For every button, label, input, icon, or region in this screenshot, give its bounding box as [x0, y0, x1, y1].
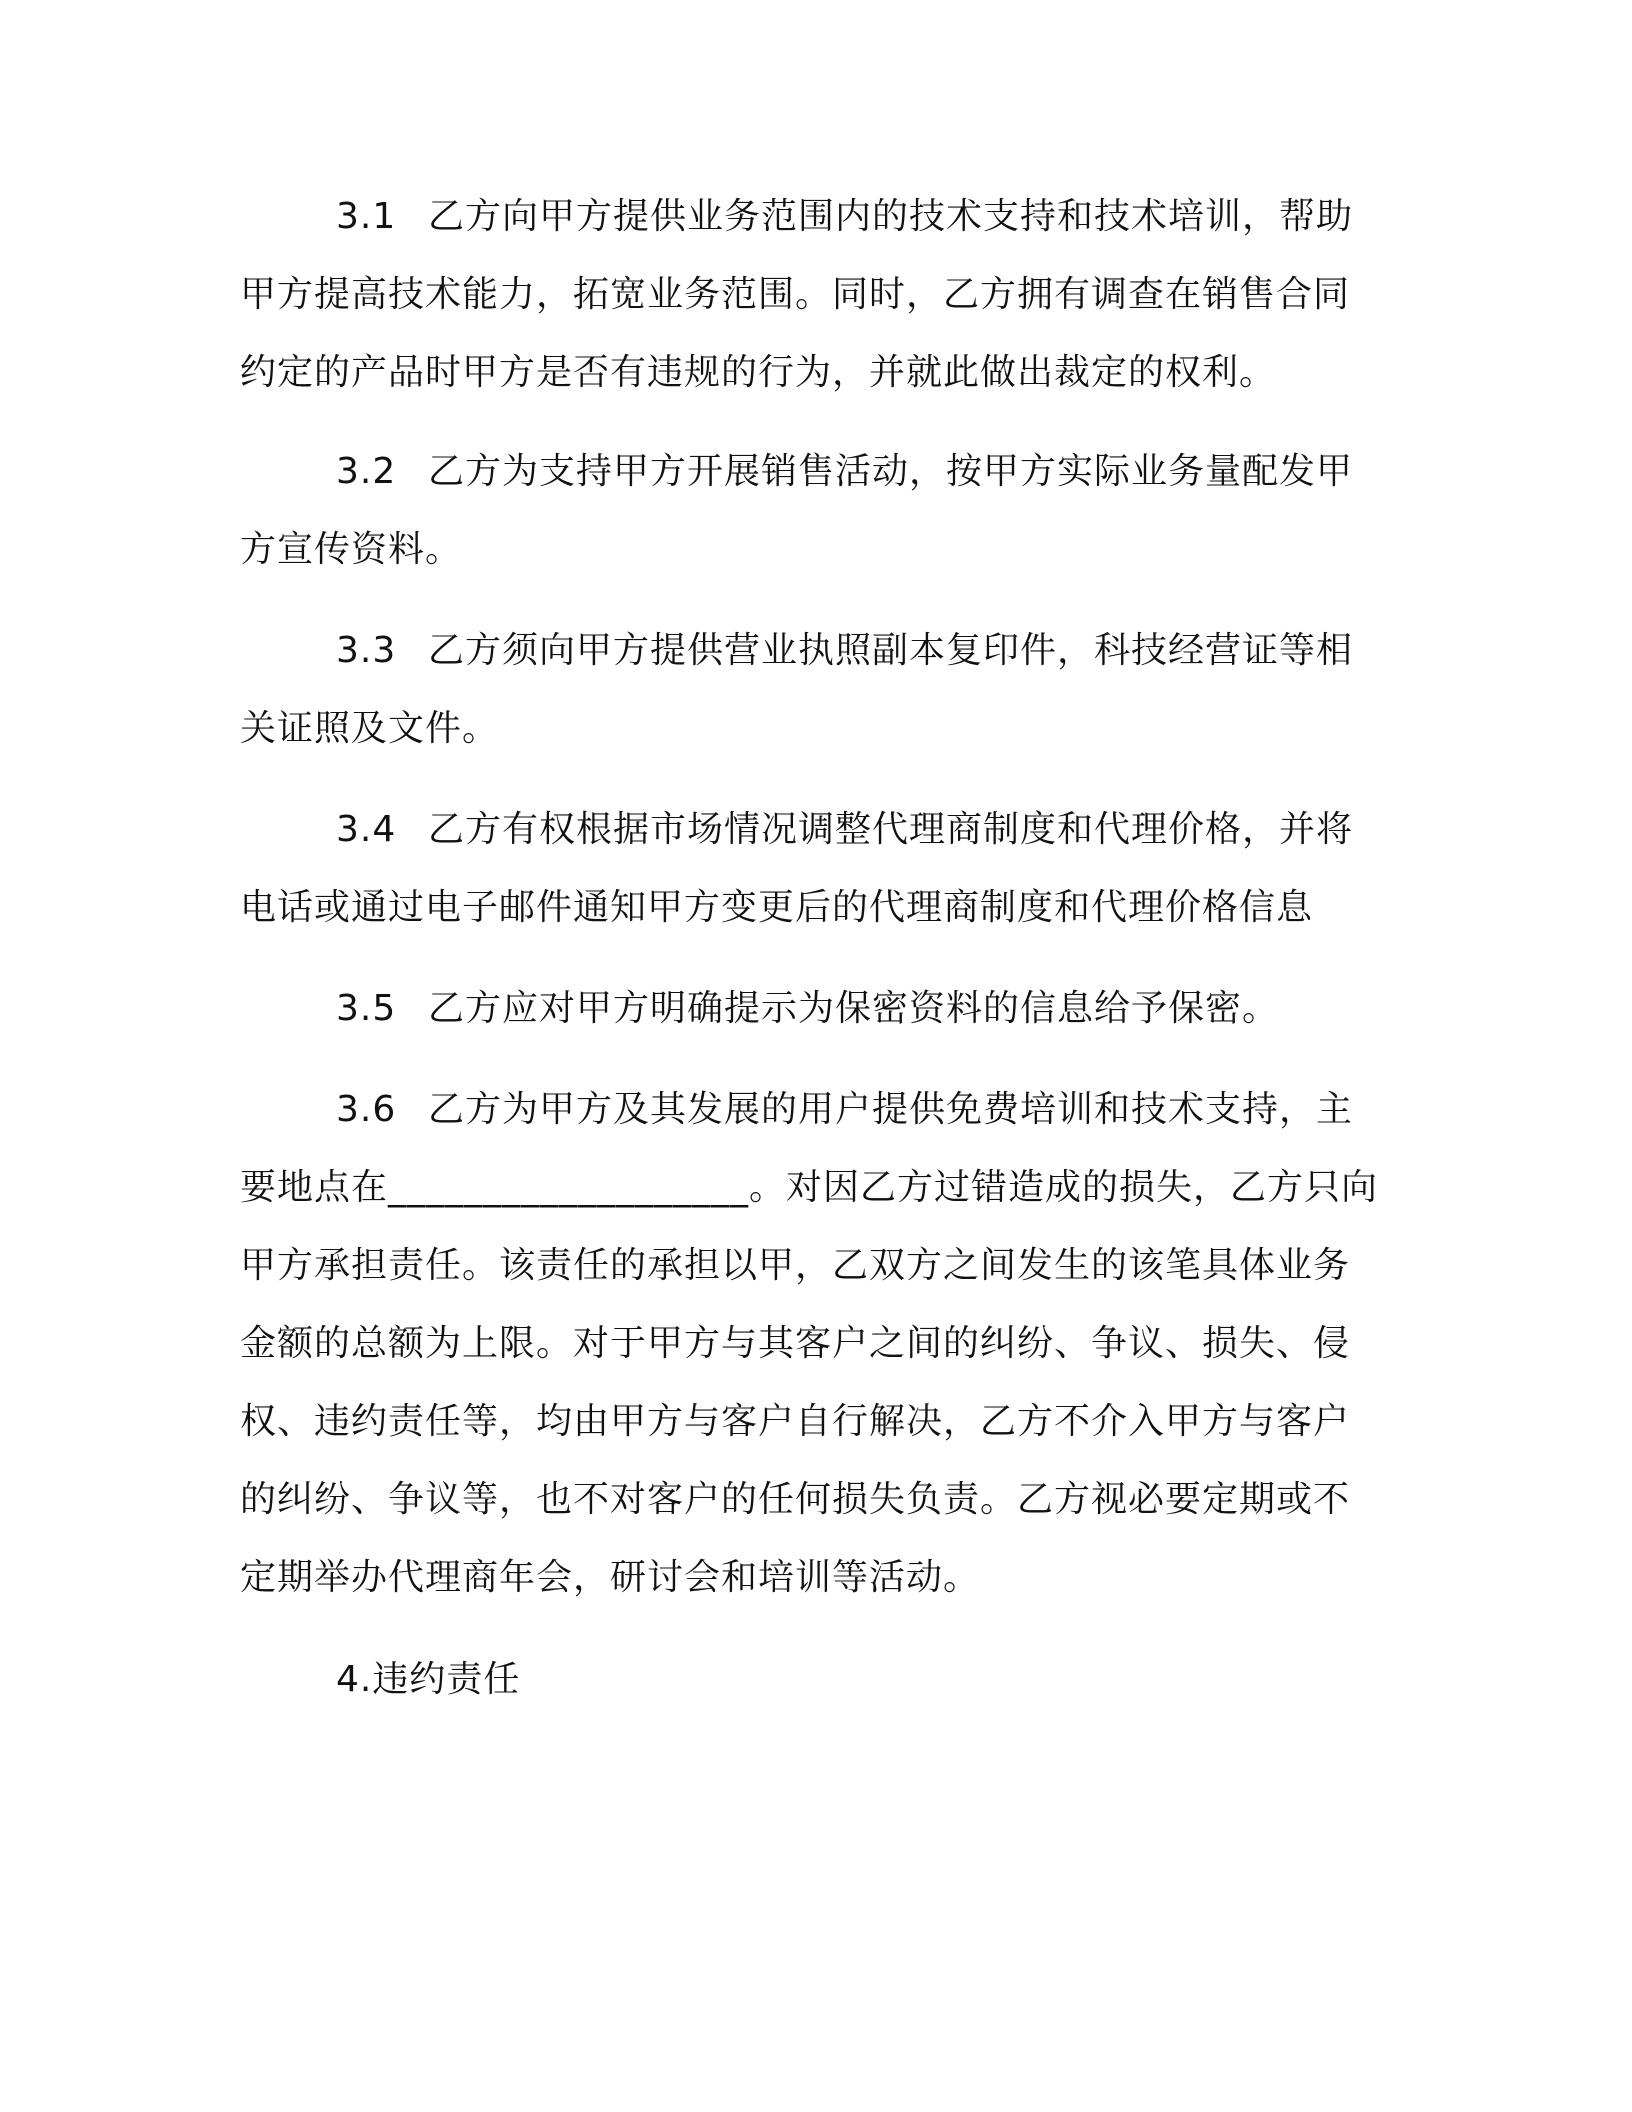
clause-line	[240, 433, 1380, 511]
clause-text: 乙方应对甲方明确提示为保密资料的信息给予保密。	[428, 988, 1280, 1029]
clause-line	[240, 612, 1380, 690]
clause-line	[240, 178, 1380, 256]
clause-line: 定期举办代理商年会，研讨会和培训等活动。	[240, 1557, 981, 1598]
clause-3-3	[240, 612, 1380, 768]
clause-3-5	[240, 970, 1380, 1048]
clause-text: 乙方为支持甲方开展销售活动，按甲方实际业务量配发甲	[428, 451, 1354, 492]
clause-number: 3.3	[336, 630, 397, 671]
clause-text: 乙方须向甲方提供营业执照副本复印件，科技经营证等相	[428, 630, 1354, 671]
clause-3-4	[240, 791, 1380, 947]
clause-line: 甲方提高技术能力，拓宽业务范围。同时，乙方拥有调查在销售合同	[240, 274, 1351, 315]
clause-line: 要地点在___________________。对因乙方过错造成的损失，乙方只向	[240, 1167, 1379, 1208]
clause-number: 3.5	[336, 988, 397, 1029]
clause-number: 3.6	[336, 1089, 397, 1130]
clause-line	[240, 791, 1380, 869]
clause-line: 关证照及文件。	[240, 708, 500, 749]
clause-number: 3.1	[336, 196, 397, 237]
section-heading-block	[240, 1641, 1380, 1719]
clause-line: 的纠纷、争议等，也不对客户的任何损失负责。乙方视必要定期或不	[240, 1479, 1351, 1520]
clause-line: 约定的产品时甲方是否有违规的行为，并就此做出裁定的权利。	[240, 352, 1277, 393]
clause-line: 金额的总额为上限。对于甲方与其客户之间的纠纷、争议、损失、侵	[240, 1323, 1351, 1364]
clause-line	[240, 1071, 1380, 1149]
clause-line: 电话或通过电子邮件通知甲方变更后的代理商制度和代理价格信息	[240, 887, 1314, 928]
clause-number: 3.4	[336, 809, 397, 850]
clause-3-2	[240, 433, 1380, 589]
clause-line: 权、违约责任等，均由甲方与客户自行解决，乙方不介入甲方与客户	[240, 1401, 1351, 1442]
clause-3-6	[240, 1071, 1380, 1617]
section-heading: 4.违约责任	[336, 1659, 521, 1700]
clause-line	[240, 970, 1380, 1048]
clause-number: 3.2	[336, 451, 397, 492]
clause-text: 乙方有权根据市场情况调整代理商制度和代理价格，并将	[428, 809, 1354, 850]
clause-text: 乙方为甲方及其发展的用户提供免费培训和技术支持，主	[428, 1089, 1354, 1130]
clause-3-1	[240, 178, 1380, 412]
clause-line: 方宣传资料。	[240, 529, 463, 570]
clause-text: 乙方向甲方提供业务范围内的技术支持和技术培训，帮助	[428, 196, 1354, 237]
clause-line: 甲方承担责任。该责任的承担以甲，乙双方之间发生的该笔具体业务	[240, 1245, 1351, 1286]
